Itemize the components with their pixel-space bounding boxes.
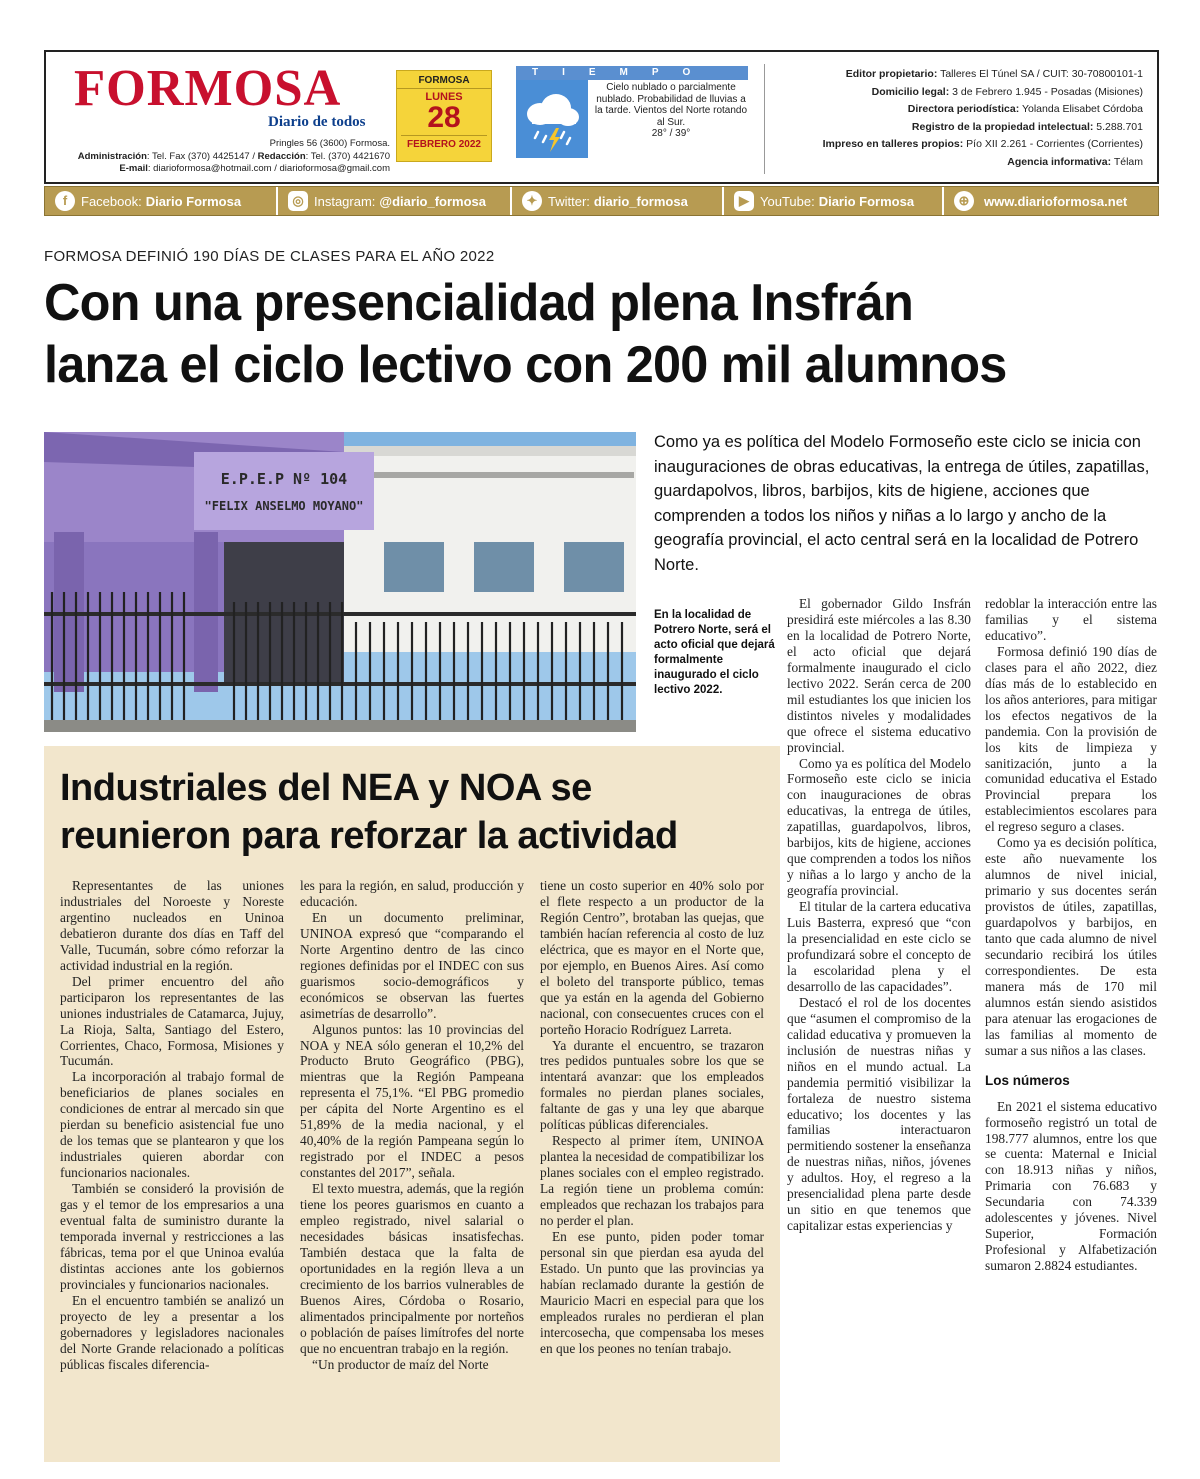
paragraph: La incorporación al trabajo formal de beneficiarios de planes sociales en condiciones de entrar al mercado sin que pierdan su beneficio asistencial fue uno de los temas que se plantearon y que los industriales quieren abordar con funcionarios nacionales. <box>60 1069 284 1181</box>
paragraph: Respecto al primer ítem, UNINOA plantea la necesidad de compatibilizar los planes sociales con el empleo registrado. La región tiene un problema común: empleados que rechazan los trabajos para no perder el plan. <box>540 1133 764 1229</box>
date-box <box>396 70 492 162</box>
date-weekday: LUNES <box>425 91 463 103</box>
cloud-rain-storm-icon <box>516 80 588 158</box>
paragraph: Como ya es política del Modelo Formoseño este ciclo se inicia con inauguraciones de obras educativas, la entrega de útiles, zapatillas, guardapolvos, libros, barbijos, kits de higiene, acciones que comprenden a todos los niños y niñas a lo largo y ancho de la geografía provincial. <box>787 755 971 899</box>
youtube-icon: ▶ <box>734 191 754 211</box>
editor-line: Agencia informativa: Télam <box>1007 155 1143 168</box>
paragraph: redoblar la interacción entre las familias y el sistema educativo”. <box>985 596 1157 643</box>
facebook-icon: f <box>55 191 75 211</box>
twitter-icon: ✦ <box>522 191 542 211</box>
address: Pringles 56 (3600) Formosa. <box>269 138 390 149</box>
phones: Administración: Tel. Fax (370) 4425147 / Redacción: Tel. (370) 4421670 <box>77 150 390 162</box>
logo-block <box>60 60 390 180</box>
emails: E-mail: diarioformosa@hotmail.com / diarioformosa@gmail.com <box>119 163 390 174</box>
globe-icon: ⊕ <box>954 191 974 211</box>
editor-line: Editor propietario: Talleres El Túnel SA / CUIT: 30-70800101-1 <box>845 68 1143 80</box>
main-story-kicker: FORMOSA DEFINIÓ 190 DÍAS DE CLASES PARA EL AÑO 2022 <box>44 248 495 265</box>
paragraph: “Un productor de maíz del Norte <box>312 1356 489 1372</box>
school-photo <box>44 432 636 732</box>
editor-credits <box>753 66 1143 172</box>
newspaper-logo[interactable]: FORMOSA <box>74 60 342 117</box>
social-bar <box>44 186 1159 216</box>
paragraph: Representantes de las uniones industriales del Noroeste y Noreste argentino nucleados en Uninoa debatieron durante dos días en Taff del Valle, Tucumán, sobre cómo reforzar la actividad industrial en la región. <box>60 878 284 973</box>
editor-line: Registro de la propiedad intelectual: 5.288.701 <box>911 120 1143 133</box>
paragraph: Formosa definió 190 días de clases para el año 2022, diez días más de lo establecido en los años anteriores, para mitigar los efectos negativos de la pandemia. Con la provisión de los kits de limpieza y sanitización, junto a la comunidad educativa el Estado Provincial prepara los establecimientos escolares para el regreso seguro a clases. <box>985 643 1157 835</box>
social-link-instagram[interactable]: ◎ Instagram: @diario_formosa <box>278 187 512 215</box>
weather-forecast: Cielo nublado o parcialmente nublado. Probabilidad de lluvias a la tarde. Vientos del Norte rotando al Sur. 28° / 39° <box>594 82 748 139</box>
second-story-column-1 <box>60 878 284 1373</box>
social-link-twitter[interactable]: ✦ Twitter: diario_formosa <box>512 187 724 215</box>
paragraph: les para la región, en salud, producción y educación. <box>300 878 524 909</box>
paragraph: En un documento preliminar, UNINOA expresó que “comparando el Norte Argentino dentro de las cinco regiones definidas por el INDEC con sus guarismos socio-demográficos y económicos se observan las fuertes asimetrías de desarrollo”. <box>300 909 524 1021</box>
weather-box <box>516 66 748 172</box>
paragraph: Como ya es decisión política, este año nuevamente los alumnos de nivel inicial, primario y sus docentes serán provistos de útiles, zapatillas, guardapolvos y barbijos, en tanto que cada alumno de nivel secundario recibirá los útiles correspondientes. De esta manera más de 170 mil alumnos están siendo asistidos para atenuar las erogaciones de las familias al momento de sumar a sus niños a las clases. <box>985 835 1157 1058</box>
weather-title: TIEMPO <box>516 66 748 80</box>
contact-info <box>60 138 390 176</box>
paragraph: Ya durante el encuentro, se trazaron tres pedidos puntuales sobre los que se intentará avanzar: que los empleados formales no pierdan planes sociales, faltante de gas y una ley que abarque políticas públicas diferenciales. <box>540 1037 764 1133</box>
paragraph: El texto muestra, además, que la región tiene los peores guarismos en cuanto a empleo registrado, nivel salarial o necesidades básicas insatisfechas. También destaca que la falta de oportunidades en la región lleva a un crecimiento de los barrios vulnerables de Buenos Aires, Córdoba o Rosario, alimentados principalmente por norteños o población de países limítrofes del norte que no encuentran trabajo en la región. <box>300 1181 524 1356</box>
social-link-facebook[interactable]: f Facebook: Diario Formosa <box>45 187 278 215</box>
school-sign-number: E.P.E.P Nº 104 <box>220 470 348 488</box>
school-sign-name: "FELIX ANSELMO MOYANO" <box>204 499 364 513</box>
paragraph: Del primer encuentro del año participaron los representantes de las uniones industriales de Catamarca, Jujuy, La Rioja, Salta, Santiago del Estero, Corrientes, Chaco, Formosa, Misiones y Tucumán. <box>60 973 284 1069</box>
second-story-column-2 <box>300 878 524 1373</box>
paragraph: El titular de la cartera educativa Luis Basterra, expresó que “con la presencialidad en este ciclo se profundizará sobre el concepto de la escolaridad plena y el desarrollo de las capacidades”. <box>787 899 971 994</box>
social-link-youtube[interactable]: ▶ YouTube: Diario Formosa <box>724 187 944 215</box>
main-story-lead: Como ya es política del Modelo Formoseño este ciclo se inicia con inauguraciones de obras educativas, la entrega de útiles, zapatillas, guardapolvos, libros, barbijos, kits de higiene, acciones que comprenden a todos los niños y niñas a lo largo y ancho de la geografía provincial, el acto central será en la localidad de Potrero Norte. <box>654 433 1150 574</box>
newspaper-tagline: Diario de todos <box>268 114 366 130</box>
editor-line: Directora periodística: Yolanda Elisabet Córdoba <box>907 103 1143 116</box>
main-story-column-2 <box>985 596 1157 1274</box>
date-month: FEBRERO 2022 <box>401 135 487 150</box>
photo-caption: En la localidad de Potrero Norte, será el acto oficial que dejará formalmente inaugurado el ciclo lectivo 2022. <box>654 609 775 696</box>
paragraph: También se consideró la provisión de gas y el temor de los empresarios a una eventual falta de suministro durante la temporada invernal y restricciones a las fábricas, tema por el que Uninoa evalúa distintas acciones ante los gobiernos provinciales y funcionarios nacionales. <box>60 1181 284 1292</box>
paragraph: tiene un costo superior en 40% solo por el flete respecto a un productor de la Región Centro”, brotaban las quejas, que también hacían referencia al costo de luz eléctrica, que es mayor en el Norte que, por ejemplo, en Buenos Aires. Así como el boleto del transporte público, temas que ya están en la agenda del Gobierno nacional, con consecuentes cruces con el porteño Horacio Rodríguez Larreta. <box>540 878 764 1037</box>
numbers-subheading: Los números <box>985 1072 1070 1088</box>
paragraph: En ese punto, piden poder tomar personal sin que pierdan esa ayuda del Estado. Un punto que las provincias ya habían reclamado durante la gestión de Mauricio Macri en especial para que los empleados rurales no perdieran el plan intercosecha, que compensaba los meses en que los peones no tenían trabajo. <box>540 1228 764 1356</box>
editor-line: Impreso en talleres propios: Pío XII 2.261 - Corrientes (Corrientes) <box>822 138 1143 151</box>
editor-line: Domicilio legal: 3 de Febrero 1.945 - Posadas (Misiones) <box>871 85 1143 98</box>
paragraph: Destacó el rol de los docentes que “asumen el compromiso de la calidad educativa y promueven la inclusión de nuestras niñas y niños en el mundo actual. La pandemia permitió visibilizar la fortaleza de nuestro sistema educativo; los docentes y las familias interactuaron permitiendo sostener la enseñanza de nuestras niñas, niños, jóvenes y adultos. Hoy, el regreso a la presencialidad plena parte desde un sitio en que tenemos que capitalizar estas experiencias y <box>787 994 971 1234</box>
second-story-column-3 <box>540 878 764 1357</box>
social-link-website[interactable]: ⊕ www.diarioformosa.net <box>944 187 1158 215</box>
paragraph: En el encuentro también se analizó un proyecto de ley a presentar a los gobernadores y legisladores nacionales del Norte Grande relacionado a políticas públicas fiscales diferencia- <box>60 1292 284 1372</box>
paragraph: Algunos puntos: las 10 provincias del NOA y NEA sólo generan el 10,2% del Producto Bruto Geográfico (PBG), mientras que la Región Pampeana representa el 75,1%. “El PBG promedio per cápita del Norte Argentino es el 51,89% de la media nacional, y el 40,40% de la región Pampeana según lo registrado por el INDEC a pesos constantes del 2017”, señala. <box>300 1021 524 1181</box>
weather-temps: 28° / 39° <box>651 128 691 139</box>
main-story-column-1 <box>787 596 971 1234</box>
second-story-headline[interactable]: Industriales del NEA y NOA se reunieron para reforzar la actividad <box>60 767 678 857</box>
paragraph: El gobernador Gildo Insfrán presidirá este miércoles a las 8.30 en la localidad de Potrero Norte, el acto oficial que dejará formalmente inaugurado el ciclo lectivo 2022. Serán cerca de 200 mil estudiantes los que inicien los distintos niveles y modalidades que ofrece el sistema educativo provincial. <box>787 596 971 755</box>
main-story-headline[interactable]: Con una presencialidad plena Insfrán lanza el ciclo lectivo con 200 mil alumnos <box>44 274 1007 394</box>
instagram-icon: ◎ <box>288 191 308 211</box>
masthead <box>44 50 1159 184</box>
paragraph: En 2021 el sistema educativo formoseño registró un total de 198.777 alumnos, entre los que se cuenta: Maternal e Inicial con 18.913 niñas y niños, Primaria con 76.683 y Secundaria con 74.339 adolescentes y jóvenes. Nivel Superior, Formación Profesional y Alfabetización sumaron 2.8824 estudiantes. <box>985 1098 1157 1274</box>
second-story <box>44 746 780 1462</box>
date-day: 28 <box>427 101 461 134</box>
date-city: FORMOSA <box>397 75 491 89</box>
